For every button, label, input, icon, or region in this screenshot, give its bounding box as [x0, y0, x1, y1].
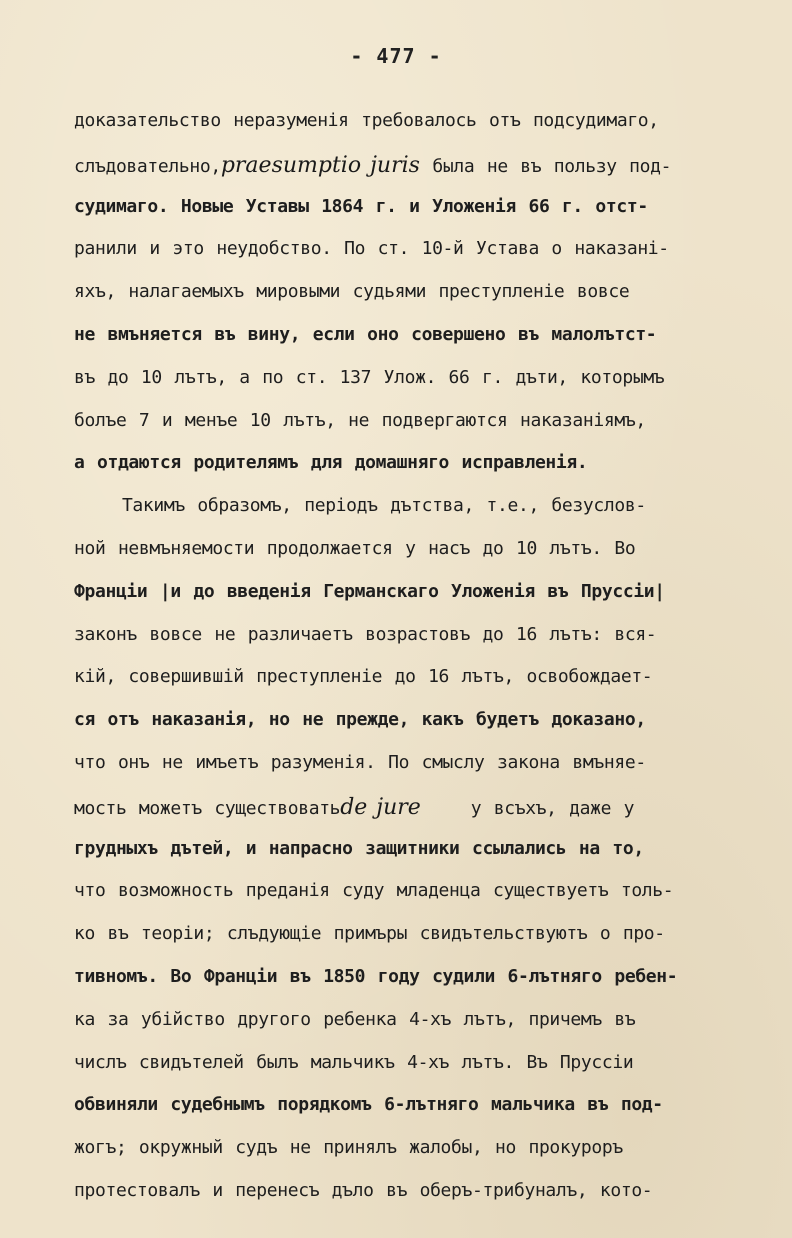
line-text: была не въ пользу под-	[419, 155, 672, 177]
text-line	[74, 283, 784, 301]
text-line	[74, 497, 784, 515]
text-line	[74, 540, 784, 558]
line-text: тивномъ. Во Франціи въ 1850 году судили 6-лътняго ребен-	[74, 966, 678, 987]
text-line	[74, 711, 784, 729]
line-text: не вмъняется въ вину, если оно совершено въ малолътст-	[74, 324, 657, 345]
text-line	[74, 409, 784, 431]
text-line	[74, 1182, 784, 1200]
text-line	[74, 754, 784, 772]
handwritten-insertion: de jure	[340, 794, 421, 820]
line-text: судимаго. Новые Уставы 1864 г. и Уложенія 66 г. отст-	[74, 195, 648, 217]
line-text: Франціи |и до введенія Германскаго Уложенія въ Пруссіи|	[74, 580, 665, 602]
line-text: грудныхъ дътей, и напрасно защитники ссылались на то,	[74, 837, 644, 859]
line-text: ка за убійство другого ребенка 4-хъ лътъ, причемъ въ	[74, 1008, 636, 1030]
text-line	[74, 240, 784, 258]
line-text: у всъхъ, даже у	[420, 797, 635, 819]
text-line	[74, 112, 784, 130]
text-line	[74, 1051, 784, 1073]
text-line	[74, 837, 784, 859]
text-line	[74, 1008, 784, 1030]
line-text: болъе 7 и менъе 10 лътъ, не подвергаются наказаніямъ,	[74, 409, 646, 431]
text-line	[74, 968, 784, 986]
line-text: жогъ; окружный судъ не принялъ жалобы, но прокуроръ	[74, 1137, 623, 1159]
page-number: - 477 -	[350, 44, 442, 68]
text-line	[74, 195, 784, 217]
line-text: что онъ не имъетъ разуменія. По смыслу закона вмъняе-	[74, 752, 646, 773]
text-line	[74, 623, 784, 645]
text-line	[74, 366, 784, 388]
text-line	[74, 925, 784, 943]
line-text: ко въ теоріи; слъдующіе примъры свидътельствуютъ о про-	[74, 923, 665, 945]
text-line	[74, 668, 784, 686]
line-text: въ до 10 лътъ, а по ст. 137 Улож. 66 г. дъти, которымъ	[74, 366, 665, 388]
line-text: обвиняли судебнымъ порядкомъ 6-лътняго мальчика въ под-	[74, 1094, 663, 1116]
line-text: ранили и это неудобство. По ст. 10-й Устава о наказані-	[74, 238, 669, 260]
line-text: кій, совершившій преступленіе до 16 лътъ, освобождает-	[74, 666, 653, 688]
line-text: ной невмъняемости продолжается у насъ до 10 лътъ. Во	[74, 538, 636, 559]
text-line	[74, 580, 784, 602]
line-text: что возможность преданія суду младенца существуетъ толь-	[74, 880, 674, 902]
line-text: Такимъ образомъ, періодъ дътства, т.е., безуслов-	[74, 495, 646, 517]
text-line	[74, 326, 784, 344]
line-text: мость можетъ существовать	[74, 797, 341, 819]
line-text: законъ вовсе не различаетъ возрастовъ до 16 лътъ: вся-	[74, 623, 657, 645]
text-line	[74, 882, 784, 900]
line-text: яхъ, налагаемыхъ мировыми судьями преступленіе вовсе	[74, 281, 630, 303]
text-line	[74, 1096, 784, 1114]
handwritten-insertion: praesumptio juris	[220, 152, 420, 178]
line-text: числъ свидътелей былъ мальчикъ 4-хъ лътъ. Въ Пруссіи	[74, 1051, 634, 1073]
text-line	[74, 152, 784, 178]
text-line	[74, 454, 784, 472]
text-line	[74, 1139, 784, 1157]
line-text: доказательство неразуменія требовалось отъ подсудимаго,	[74, 110, 659, 131]
line-text: ся отъ наказанія, но не прежде, какъ будетъ доказано,	[74, 709, 646, 731]
line-text: протестовалъ и перенесъ дъло въ оберъ-трибуналъ, кото-	[74, 1180, 653, 1201]
line-text: а отдаются родителямъ для домашняго исправленія.	[74, 452, 588, 474]
line-text: слъдовательно,	[74, 155, 221, 177]
text-line	[74, 794, 784, 820]
